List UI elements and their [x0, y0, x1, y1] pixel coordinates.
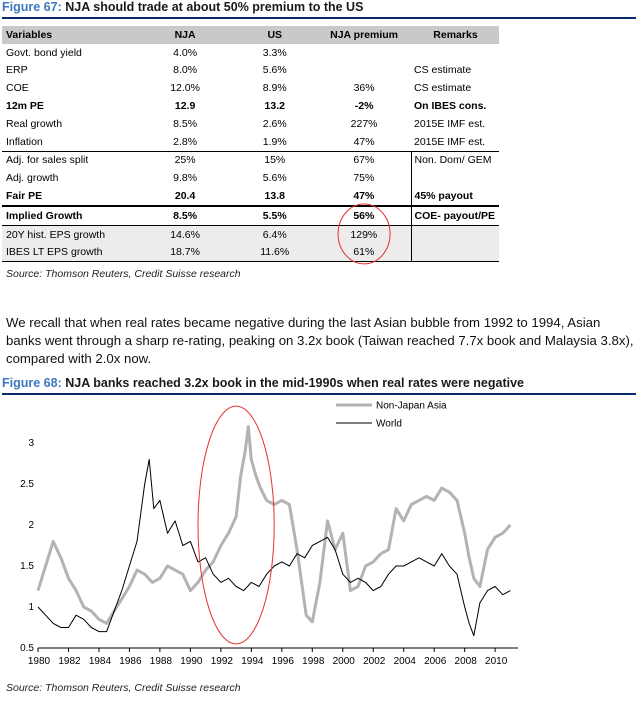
cell-variable: Adj. for sales split [2, 151, 137, 169]
header-remarks: Remarks [412, 26, 499, 44]
x-tick-label: 1992 [210, 656, 233, 667]
table-row [2, 169, 499, 187]
x-tick-label: 2004 [393, 656, 416, 667]
figure-67-title [2, 0, 636, 19]
table-row [2, 44, 499, 62]
chart-legend [336, 401, 447, 430]
y-tick-label: 0.5 [20, 643, 34, 654]
figure-67-title-text: NJA should trade at about 50% premium to the US [65, 0, 364, 14]
cell-remarks [412, 244, 499, 262]
header-nja-premium: NJA premium [316, 26, 412, 44]
cell-us: 5.6% [262, 172, 287, 185]
table-row [2, 133, 499, 151]
figure-68-title-text: NJA banks reached 3.2x book in the mid-1990s when real rates were negative [65, 376, 524, 390]
cell-remarks [412, 169, 499, 187]
cell-premium: 67% [316, 151, 412, 169]
header-variables: Variables [2, 26, 137, 44]
body-paragraph: We recall that when real rates became negative during the last Asian bubble from 1992 to 1994, Asian banks went through a sharp re-rating, peaking on 3.2x book (Taiwan reached 7.7x book and Malaysia 3.8x), compared with 2.0x now. [6, 315, 634, 366]
cell-us: 3.3% [262, 46, 287, 59]
table-row [2, 187, 499, 206]
cell-us: 15% [233, 151, 316, 169]
x-tick-label: 2006 [424, 656, 447, 667]
figure-68-source: Source: Thomson Reuters, Credit Suisse research [6, 682, 241, 694]
cell-premium: -2% [354, 100, 374, 113]
chart-annotations [198, 406, 274, 644]
x-tick-label: 2000 [332, 656, 355, 667]
x-tick-label: 1994 [241, 656, 264, 667]
figure-68-number: Figure 68: [2, 376, 62, 390]
series-line-world [38, 459, 510, 635]
figure-68-title [2, 376, 636, 395]
x-tick-label: 1988 [149, 656, 173, 667]
table-row [2, 97, 499, 115]
table-header-row [2, 26, 499, 44]
cell-remarks [412, 44, 499, 62]
cell-nja: 12.0% [170, 82, 200, 95]
cell-nja: 9.8% [173, 172, 198, 185]
cell-nja: 14.6% [137, 225, 233, 243]
table-row [2, 79, 499, 97]
cell-remarks: 2015E IMF est. [413, 135, 486, 148]
x-tick-label: 1986 [119, 656, 142, 667]
cell-remarks: Non. Dom/ GEM [412, 151, 499, 169]
cell-remarks: COE- payout/PE [412, 206, 499, 225]
cell-remarks: CS estimate [413, 64, 472, 77]
table-row [2, 151, 499, 169]
cell-us: 8.9% [262, 82, 287, 95]
cell-nja: 8.0% [173, 64, 198, 77]
figure-67-source: Source: Thomson Reuters, Credit Suisse research [6, 268, 241, 280]
cell-us: 2.6% [262, 117, 287, 130]
cell-nja: 25% [137, 151, 233, 169]
y-tick-label: 1 [28, 602, 34, 613]
cell-premium: 47% [316, 187, 412, 206]
pb-chart [0, 394, 640, 684]
cell-premium: 129% [316, 225, 412, 243]
table-row [2, 115, 499, 133]
cell-premium [316, 44, 412, 62]
y-tick-label: 2 [28, 520, 34, 531]
cell-us: 5.6% [262, 64, 287, 77]
cell-remarks: CS estimate [413, 82, 472, 95]
cell-nja: 12.9 [174, 100, 196, 113]
header-nja: NJA [137, 26, 233, 44]
cell-premium: 47% [353, 135, 375, 148]
cell-us: 13.8 [264, 190, 285, 203]
legend-label: Non-Japan Asia [376, 400, 447, 412]
cell-premium: 75% [316, 169, 412, 187]
premium-table [2, 26, 499, 262]
cell-nja: 2.8% [173, 135, 198, 148]
cell-nja: 4.0% [173, 46, 198, 59]
x-tick-label: 2010 [485, 656, 508, 667]
cell-us: 1.9% [262, 135, 287, 148]
x-tick-label: 2008 [454, 656, 477, 667]
y-tick-label: 1.5 [20, 561, 34, 572]
table-row [2, 62, 499, 80]
cell-nja: 20.4 [174, 190, 196, 203]
cell-remarks: On IBES cons. [413, 100, 487, 113]
x-tick-label: 1980 [27, 656, 51, 667]
cell-variable: Inflation [6, 135, 43, 148]
cell-premium: 227% [350, 117, 378, 130]
cell-remarks: 2015E IMF est. [413, 117, 486, 130]
figure-67-number: Figure 67: [2, 0, 62, 14]
cell-us: 13.2 [264, 100, 285, 113]
x-tick-label: 1990 [180, 656, 203, 667]
legend-label: World [376, 418, 402, 430]
cell-us: 11.6% [233, 244, 316, 262]
cell-us: 5.5% [233, 206, 316, 225]
cell-nja: 8.5% [173, 117, 198, 130]
cell-premium: 56% [316, 206, 412, 225]
cell-remarks [412, 225, 499, 243]
table-row [2, 225, 499, 243]
cell-variable: Govt. bond yield [6, 46, 82, 59]
x-tick-label: 1996 [271, 656, 294, 667]
highlight-ellipse [198, 406, 274, 644]
cell-variable: Real growth [6, 117, 63, 130]
cell-nja: 18.7% [137, 244, 233, 262]
header-us: US [233, 26, 316, 44]
cell-variable: ERP [6, 64, 28, 77]
cell-variable: 12m PE [6, 100, 44, 113]
chart-axes [20, 438, 518, 667]
x-tick-label: 2002 [363, 656, 386, 667]
cell-variable: Fair PE [6, 190, 43, 203]
x-tick-label: 1998 [302, 656, 325, 667]
table-row [2, 244, 499, 262]
table-row [2, 206, 499, 225]
cell-variable: COE [6, 82, 29, 95]
x-tick-label: 1984 [88, 656, 112, 667]
cell-remarks: 45% payout [414, 190, 473, 203]
cell-premium: 61% [316, 244, 412, 262]
cell-premium: 36% [353, 82, 375, 95]
cell-variable: Adj. growth [6, 172, 59, 185]
cell-variable: 20Y hist. EPS growth [2, 225, 137, 243]
cell-us: 6.4% [233, 225, 316, 243]
cell-nja: 8.5% [137, 206, 233, 225]
y-tick-label: 2.5 [20, 479, 34, 490]
x-tick-label: 1982 [58, 656, 81, 667]
cell-premium [316, 62, 412, 80]
y-tick-label: 3 [28, 438, 34, 449]
cell-variable: Implied Growth [2, 206, 137, 225]
cell-variable: IBES LT EPS growth [2, 244, 137, 262]
